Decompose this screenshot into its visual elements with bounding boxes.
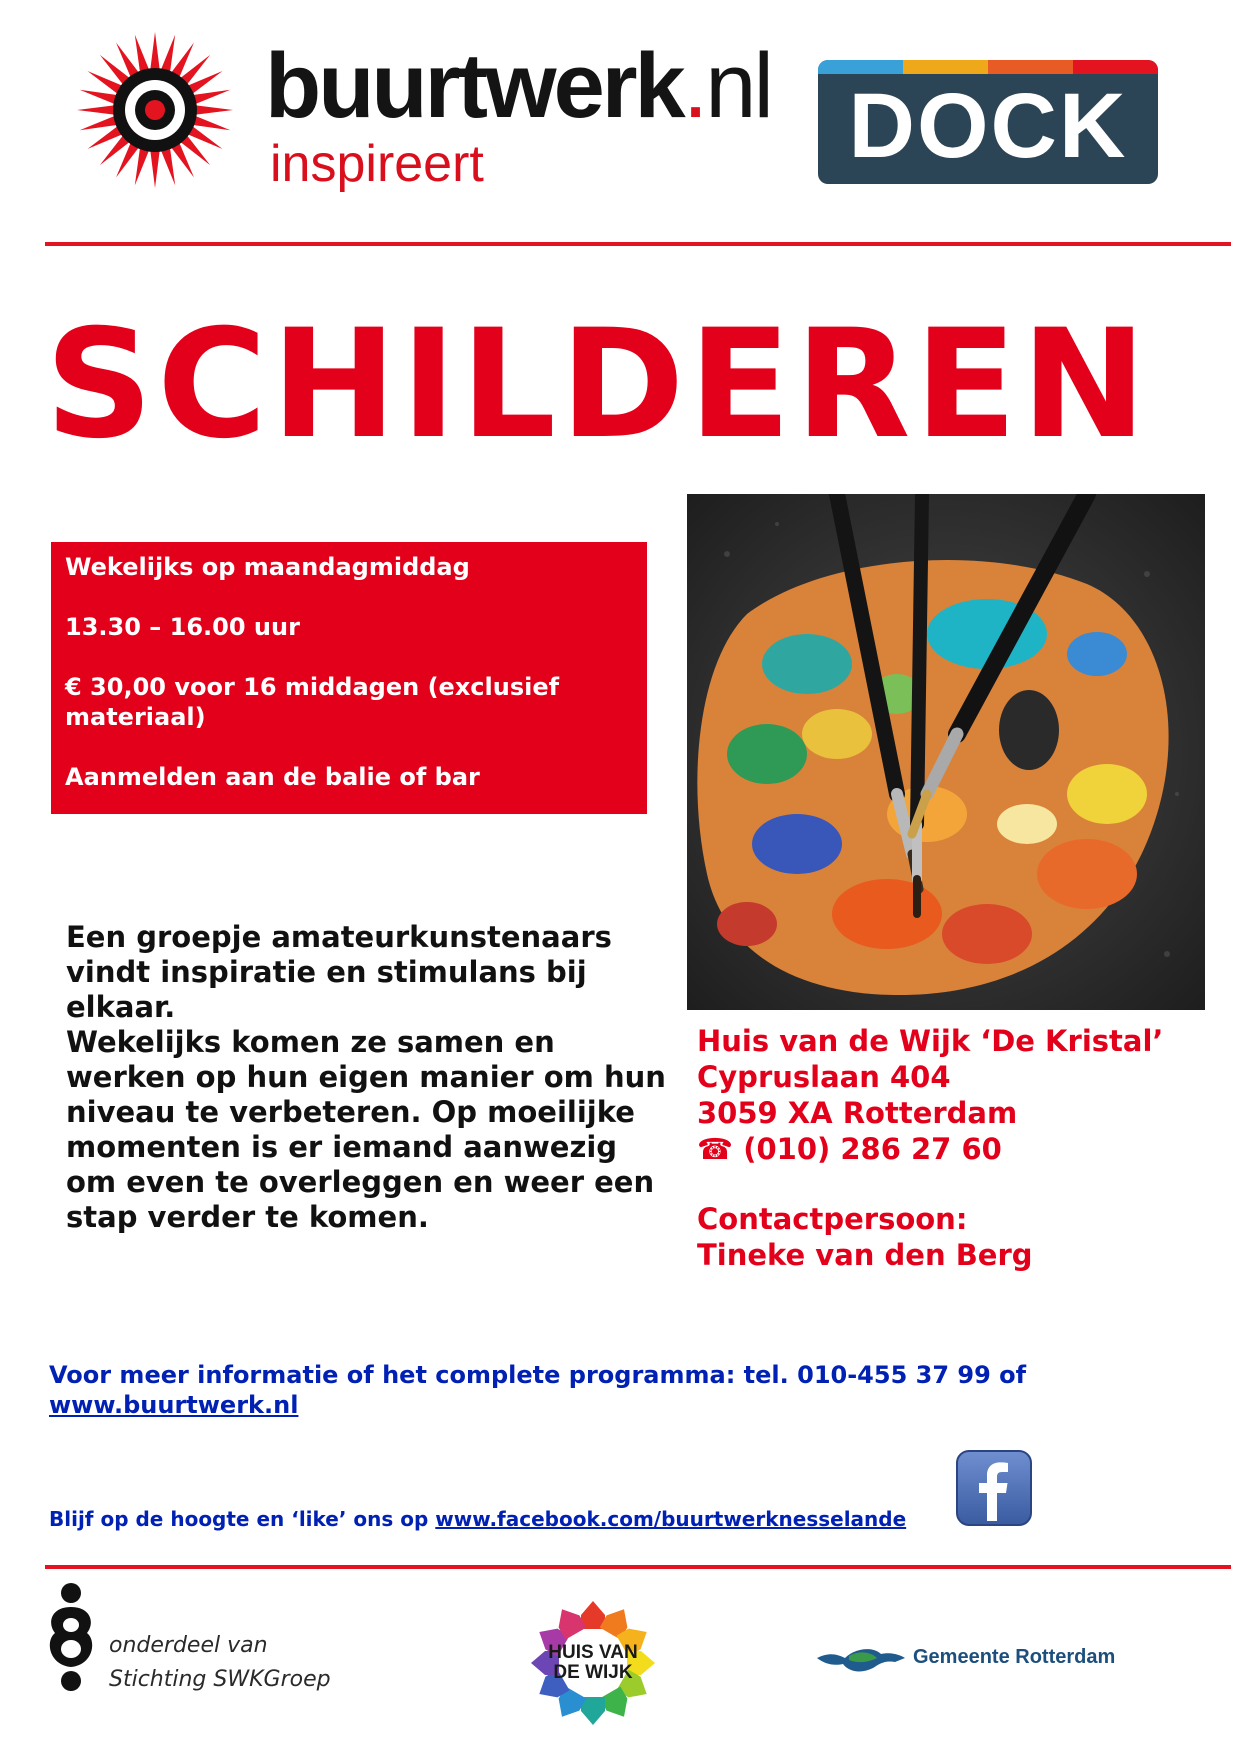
price-text: € 30,00 voor 16 middagen (exclusief materiaal) — [65, 673, 560, 731]
gemeente-rotterdam-logo — [815, 1640, 1135, 1680]
swk-line-1: onderdeel van — [109, 1633, 268, 1658]
more-info-text: Voor meer informatie of het complete programma: tel. 010-455 37 99 of — [49, 1361, 1027, 1389]
city-address: 3059 XA Rotterdam — [697, 1096, 1018, 1130]
footer-divider — [45, 1565, 1231, 1569]
facebook-link[interactable]: www.facebook.com/buurtwerknesselande — [435, 1507, 907, 1531]
facebook-icon[interactable] — [955, 1449, 1033, 1527]
venue-name: Huis van de Wijk ‘De Kristal’ — [697, 1024, 1164, 1058]
phone-line — [697, 1131, 1217, 1167]
social-text: Blijf op de hoogte en ‘like’ ons op — [49, 1507, 436, 1531]
contact-name: Tineke van den Berg — [697, 1238, 1033, 1272]
gemeente-rotterdam-text: Gemeente Rotterdam — [913, 1646, 1116, 1668]
dock-color-stripes — [818, 60, 1158, 74]
buurtwerk-tagline: inspireert — [270, 135, 484, 193]
huis-van-de-wijk-logo — [523, 1593, 663, 1733]
paint-palette-image — [687, 494, 1205, 1010]
page-title: SCHILDEREN — [45, 298, 1151, 472]
contact-label: Contactpersoon: — [697, 1202, 968, 1236]
time-text: 13.30 – 16.00 uur — [65, 613, 300, 641]
header-divider — [45, 242, 1231, 246]
swk-logo — [45, 1583, 345, 1693]
swk-figure-icon — [45, 1583, 95, 1693]
address-block — [697, 1023, 1217, 1273]
phone-icon: ☎ — [697, 1132, 734, 1166]
dock-logo — [818, 60, 1158, 184]
gemeente-rotterdam-emblem-icon — [815, 1642, 907, 1676]
social-line — [49, 1506, 906, 1532]
street-address: Cypruslaan 404 — [697, 1060, 951, 1094]
dock-wordmark: DOCK — [848, 75, 1128, 177]
schedule-text: Wekelijks op maandagmiddag — [65, 553, 470, 581]
registration-text: Aanmelden aan de balie of bar — [65, 763, 480, 791]
swk-line-2: Stichting SWKGroep — [109, 1667, 331, 1692]
huis-van-de-wijk-text: HUIS VAN DE WIJK — [548, 1642, 638, 1683]
info-box — [51, 542, 647, 814]
sunburst-logo-icon — [75, 30, 235, 190]
description-text: Een groepje amateurkunstenaars vindt inspiratie en stimulans bij elkaar. Wekelijks komen ze samen en werken op hun eigen manier om hun niveau te verbeteren. Op moeilijke momenten is er iemand aanwezig om even te overleggen en weer een stap verder te komen. — [66, 920, 666, 1234]
buurtwerk-logo — [75, 30, 771, 210]
website-link[interactable]: www.buurtwerk.nl — [49, 1391, 299, 1419]
buurtwerk-wordmark: buurtwerk.nl — [265, 35, 771, 137]
more-info — [49, 1360, 1169, 1420]
phone-number: (010) 286 27 60 — [743, 1132, 1002, 1166]
